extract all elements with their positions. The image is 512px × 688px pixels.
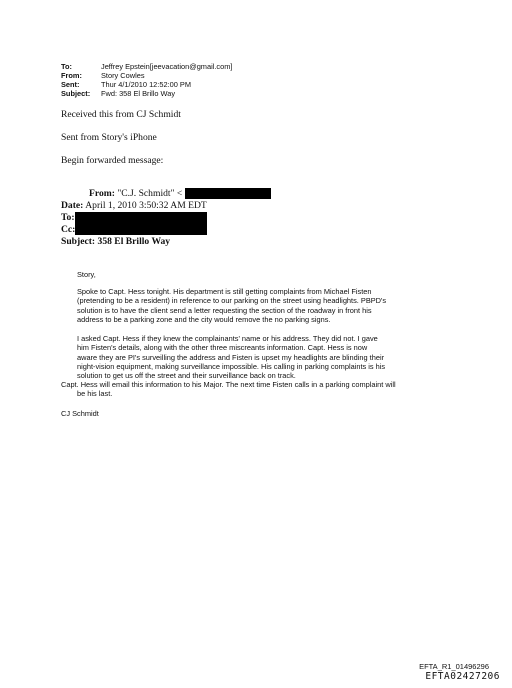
- message-line: (pretending to be a resident) in reference to our parking on the street using headlights. PBPD's: [77, 296, 387, 306]
- header-to-label: To:: [61, 62, 72, 71]
- intro-sent-from: Sent from Story's iPhone: [61, 132, 157, 143]
- header-subject-label: Subject:: [61, 89, 91, 98]
- fwd-subject-row: [61, 236, 170, 247]
- fwd-subject-value: 358 El Brillo Way: [97, 236, 171, 247]
- fwd-date-label: Date:: [61, 200, 84, 211]
- message-line: him Fisten's details, along with the other three miscreants information. Capt. Hess is now: [77, 343, 368, 353]
- fwd-date-value: April 1, 2010 3:50:32 AM EDT: [85, 200, 207, 211]
- redaction-from-email: [185, 188, 271, 199]
- footer-ref-efta: EFTA02427206: [425, 671, 500, 682]
- message-para3-line1: Capt. Hess will email this information to his Major. The next time Fisten calls in a parking complaint will: [61, 380, 396, 389]
- header-from-label: From:: [61, 71, 82, 80]
- fwd-from-value: "C.J. Schmidt" <: [117, 188, 183, 199]
- message-paragraph-1: [77, 287, 437, 324]
- message-para3-line2: be his last.: [77, 389, 113, 398]
- message-line: I asked Capt. Hess if they knew the complainants' name or his address. They did not. I gave: [77, 334, 378, 343]
- fwd-to-row: [61, 212, 75, 223]
- fwd-from-row: [89, 188, 182, 199]
- message-line: Spoke to Capt. Hess tonight. His department is still getting complaints from Michael Fisten: [77, 287, 372, 296]
- header-from-value: Story Cowles: [101, 71, 145, 80]
- header-sent-value: Thur 4/1/2010 12:52:00 PM: [101, 80, 191, 89]
- message-greeting: Story,: [77, 270, 96, 279]
- message-line: night-vision equipment, making surveillance impossible. His calling in parking complaints is his: [77, 361, 386, 371]
- fwd-cc-row: [61, 224, 75, 235]
- fwd-cc-label: Cc:: [61, 224, 76, 235]
- fwd-subject-label: Subject:: [61, 236, 96, 247]
- message-line: solution is to have the client send a letter requesting the section of the roadway in front his: [77, 305, 372, 315]
- fwd-date-row: [61, 200, 207, 211]
- intro-begin-forwarded: Begin forwarded message:: [61, 155, 164, 166]
- redaction-to-cc: [75, 212, 207, 235]
- fwd-to-label: To:: [61, 212, 75, 223]
- message-signature: CJ Schmidt: [61, 409, 99, 418]
- header-sent-label: Sent:: [61, 80, 80, 89]
- fwd-from-label: From:: [89, 188, 115, 199]
- intro-received: Received this from CJ Schmidt: [61, 109, 181, 120]
- message-line: aware they are PI's surveilling the address and Fisten is upset my headlights are blinding their: [77, 352, 385, 362]
- message-line: solution to get us off the street and their surveillance back on track.: [77, 371, 296, 381]
- message-line: address to be a parking zone and the city would remove the no parking signs.: [77, 314, 331, 324]
- message-paragraph-2: [77, 334, 437, 380]
- header-subject-value: Fwd: 358 El Brillo Way: [101, 89, 176, 98]
- footer-ref-efta-r1: EFTA_R1_01496296: [419, 662, 489, 671]
- header-to-value: Jeffrey Epstein[jeevacation@gmail.com]: [101, 62, 233, 71]
